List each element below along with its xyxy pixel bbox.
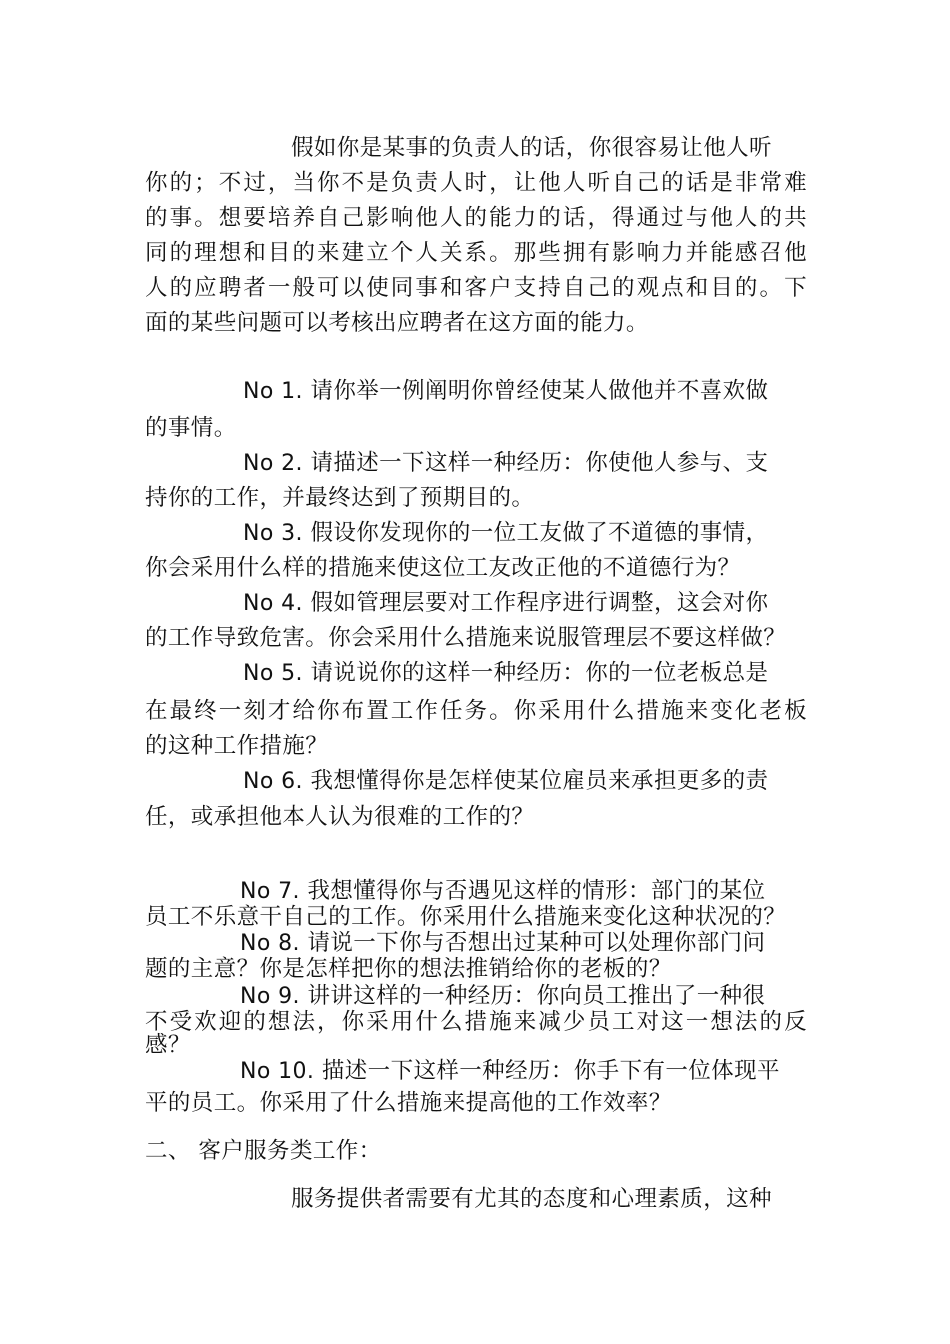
question-3-line-1 xyxy=(243,518,807,549)
question-9-text: 讲讲这样的一种经历：你向员工推出了一种很 xyxy=(299,983,766,1009)
question-1-line-2: 的事情。 xyxy=(145,415,237,441)
question-10-line-1 xyxy=(240,1056,807,1087)
question-8-number: No 8. xyxy=(240,931,300,956)
question-2-text: 请描述一下这样一种经历：你使他人参与、支 xyxy=(302,450,769,476)
intro-line-5: 人的应聘者一般可以使同事和客户支持自己的观点和目的。下 xyxy=(145,275,807,301)
question-1-line-1 xyxy=(243,376,807,407)
section-line-1: 服务提供者需要有尤其的态度和心理素质，这种 xyxy=(291,1186,772,1212)
question-5-text: 请说说你的这样一种经历：你的一位老板总是 xyxy=(302,660,769,686)
question-10-text: 描述一下这样一种经历：你手下有一位体现平 xyxy=(314,1058,780,1084)
question-1-text: 请你举一例阐明你曾经使某人做他并不喜欢做 xyxy=(302,378,769,404)
question-5-line-1 xyxy=(243,658,807,689)
question-4-number: No 4. xyxy=(243,591,303,616)
question-9-number: No 9. xyxy=(240,984,300,1009)
intro-line-2: 你的；不过，当你不是负责人时，让他人听自己的话是非常难 xyxy=(145,170,807,196)
question-7-line-2: 员工不乐意干自己的工作。你采用什么措施来变化这种状况的？ xyxy=(145,904,787,930)
question-6-line-1 xyxy=(243,766,807,797)
question-6-number: No 6. xyxy=(243,769,303,794)
question-6-line-2: 任，或承担他本人认为很难的工作的？ xyxy=(145,804,535,830)
intro-line-6: 面的某些问题可以考核出应聘者在这方面的能力。 xyxy=(145,310,649,336)
question-4-line-2: 的工作导致危害。你会采用什么措施来说服管理层不要这样做？ xyxy=(145,625,787,651)
intro-line-4: 同的理想和目的来建立个人关系。那些拥有影响力并能感召他 xyxy=(145,240,807,266)
question-4-line-1 xyxy=(243,588,807,619)
question-7-number: No 7. xyxy=(240,879,300,904)
question-8-text: 请说一下你与否想出过某种可以处理你部门问 xyxy=(299,930,766,956)
question-6-text: 我想懂得你是怎样使某位雇员来承担更多的责 xyxy=(302,768,769,794)
question-2-line-1 xyxy=(243,448,807,479)
question-5-line-3: 的这种工作措施？ xyxy=(145,733,329,759)
question-10-number: No 10. xyxy=(240,1059,315,1084)
question-4-text: 假如管理层要对工作程序进行调整，这会对你 xyxy=(302,590,769,616)
question-1-number: No 1. xyxy=(243,379,303,404)
question-3-line-2: 你会采用什么样的措施来使这位工友改正他的不道德行为？ xyxy=(145,555,741,581)
question-5-line-2: 在最终一刻才给你布置工作任务。你采用什么措施来变化老板 xyxy=(145,698,807,724)
question-8-line-2: 题的主意？你是怎样把你的想法推销给你的老板的？ xyxy=(145,956,672,982)
section-heading: 二、 客户服务类工作： xyxy=(145,1138,382,1164)
question-9-line-3: 感？ xyxy=(145,1032,191,1058)
question-2-line-2: 持你的工作，并最终达到了预期目的。 xyxy=(145,485,535,511)
question-3-text: 假设你发现你的一位工友做了不道德的事情， xyxy=(302,520,769,546)
question-3-number: No 3. xyxy=(243,521,303,546)
question-5-number: No 5. xyxy=(243,661,303,686)
question-7-text: 我想懂得你与否遇见这样的情形：部门的某位 xyxy=(299,878,766,904)
intro-line-1: 假如你是某事的负责人的话，你很容易让他人听 xyxy=(291,135,772,161)
question-2-number: No 2. xyxy=(243,451,303,476)
intro-line-3: 的事。想要培养自己影响他人的能力的话，得通过与他人的共 xyxy=(145,205,807,231)
question-10-line-2: 平的员工。你采用了什么措施来提高他的工作效率？ xyxy=(145,1090,672,1116)
question-9-line-2: 不受欢迎的想法，你采用什么措施来减少员工对这一想法的反 xyxy=(145,1009,807,1035)
